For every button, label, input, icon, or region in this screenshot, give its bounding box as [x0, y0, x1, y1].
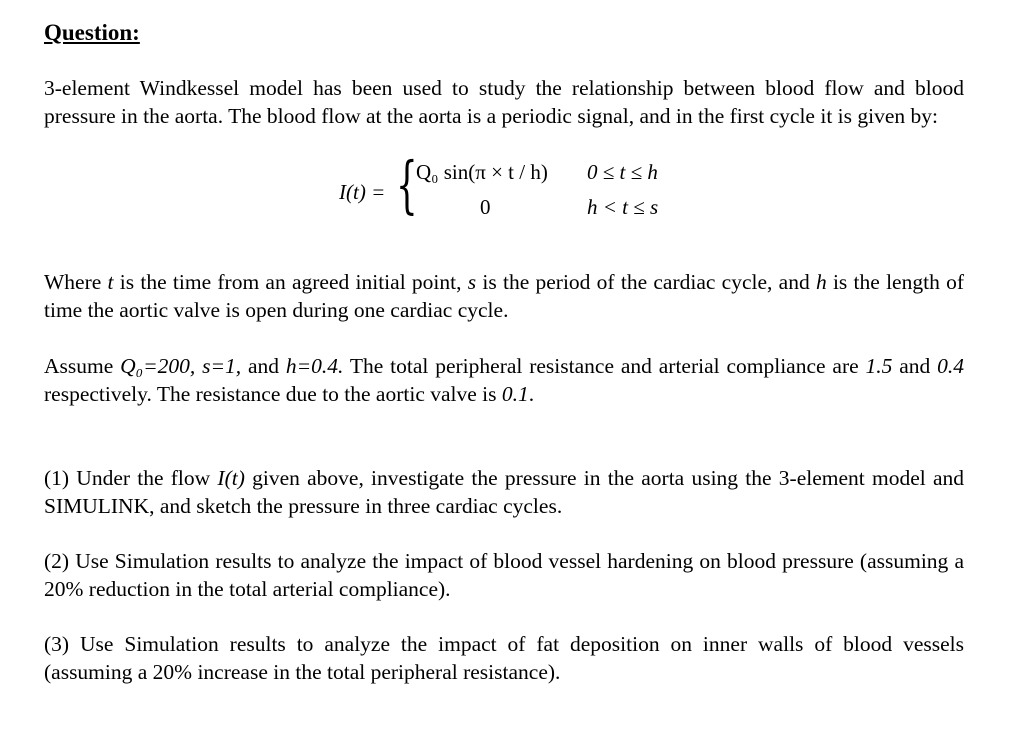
assume-prefix: Assume	[44, 354, 121, 378]
def-seg1: is the time from an agreed initial point,	[113, 270, 468, 294]
q1-prefix: (1) Under the flow	[44, 466, 218, 490]
flow-equation	[44, 148, 964, 238]
assume-seg3: respectively. The resistance due to the aortic valve is	[44, 382, 502, 406]
var-h: h	[815, 270, 827, 294]
assume-seg2: and	[892, 354, 938, 378]
def-where: Where	[44, 270, 108, 294]
assumptions-paragraph	[44, 352, 964, 408]
case1-condition: 0 ≤ t ≤ h	[587, 160, 658, 184]
assume-resistance: 1.5	[865, 354, 893, 378]
assume-end: .	[528, 382, 535, 406]
case1-expression: Q₀ sin(π × t / h)	[416, 160, 548, 184]
question-2: (2) Use Simulation results to analyze the impact of blood vessel hardening on blood pressure (assuming a 20% reduction in the total arterial compliance).	[44, 549, 964, 601]
assume-compliance: 0.4	[937, 354, 965, 378]
case2-condition: h < t ≤ s	[587, 195, 659, 219]
definitions-paragraph	[44, 268, 964, 324]
def-seg3: is the length of time the aortic valve is open during one cardiac cycle.	[44, 270, 964, 322]
assume-q0-s: Q₀=200, s=1,	[120, 354, 242, 378]
def-seg2: is the period of the cardiac cycle, and	[476, 270, 816, 294]
document-page	[44, 18, 964, 713]
q1-flow: I(t)	[217, 466, 245, 490]
assume-and: and	[241, 354, 286, 378]
var-t: t	[107, 270, 114, 294]
question-1	[44, 464, 964, 520]
var-s: s	[467, 270, 477, 294]
assume-h: h=0.4.	[285, 354, 344, 378]
q1-rest: given above, investigate the pressure in the aorta using the 3-element model and SIMULINK, and sketch the pressure in three cardiac cycles.	[44, 466, 964, 518]
equation-lhs: I(t) =	[339, 180, 386, 204]
question-heading: Question:	[44, 20, 140, 45]
question-3: (3) Use Simulation results to analyze the impact of fat deposition on inner walls of blood vessels (assuming a 20% increase in the total peripheral resistance).	[44, 632, 964, 684]
cases-brace: {	[396, 148, 418, 221]
assume-seg1: The total peripheral resistance and arterial compliance are	[343, 354, 866, 378]
intro-paragraph: 3-element Windkessel model has been used to study the relationship between blood flow and blood pressure in the aorta. The blood flow at the aorta is a periodic signal, and in the first cycle it is given by:	[44, 76, 964, 128]
case2-expression: 0	[480, 195, 491, 219]
assume-valve-resistance: 0.1	[501, 382, 529, 406]
